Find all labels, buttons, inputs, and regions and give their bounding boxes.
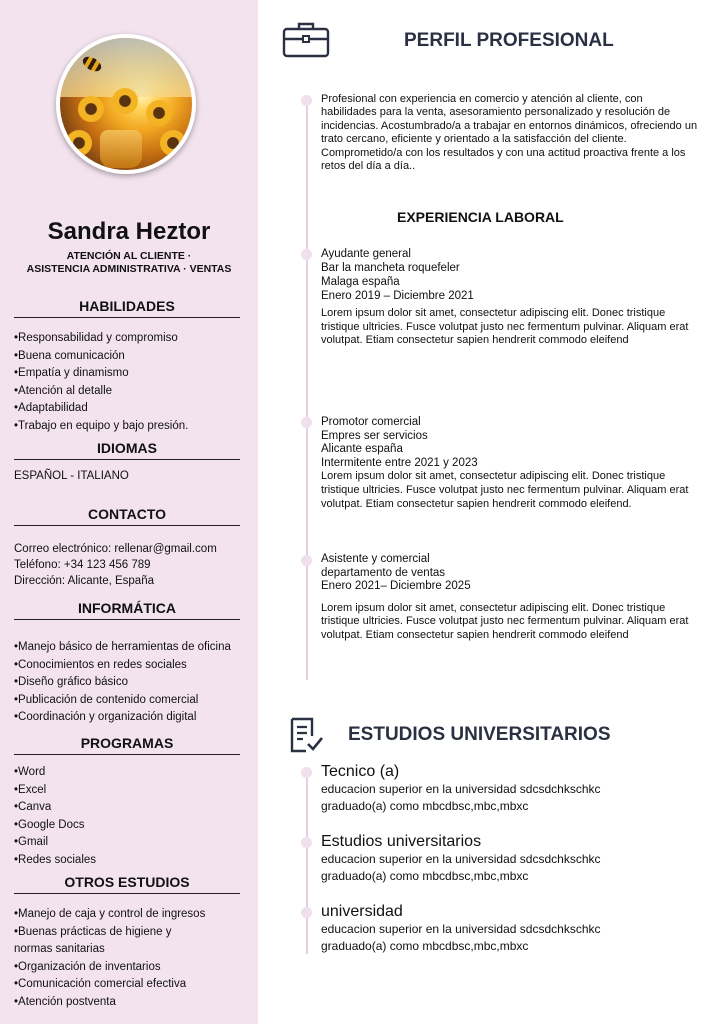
contact-phone: Teléfono: +34 123 456 789: [14, 559, 151, 571]
checklist-document-icon: [288, 716, 324, 754]
list-item: • Diseño gráfico básico: [14, 674, 254, 692]
list-item: • Gmail: [14, 834, 254, 852]
education-entry-line: graduado(a) como mbcdbsc,mbc,mbxc: [321, 799, 529, 813]
job-location: Alicante españa: [321, 443, 403, 456]
candidate-subtitle: ATENCIÓN AL CLIENTE · ASISTENCIA ADMINISTRATIVA · VENTAS: [26, 250, 232, 275]
job-role: Promotor comercial: [321, 416, 421, 428]
timeline-dot: [301, 767, 312, 778]
education-timeline: [306, 770, 308, 954]
job-role: Asistente y comercial: [321, 553, 430, 565]
programs-title: PROGRAMAS: [14, 735, 240, 755]
list-item: • Atención al detalle: [14, 383, 254, 401]
computing-title: INFORMÁTICA: [14, 600, 240, 620]
list-item: • Atención postventa: [14, 994, 254, 1012]
contact-block: [14, 541, 254, 589]
job-location: Malaga españa: [321, 276, 400, 288]
list-item: • Buenas prácticas de higiene y: [14, 924, 254, 942]
contact-email: Correo electrónico: rellenar@gmail.com: [14, 543, 217, 555]
briefcase-icon: [282, 20, 330, 58]
timeline-dot: [301, 417, 312, 428]
job-company: departamento de ventas: [321, 566, 446, 579]
job-description: Lorem ipsum dolor sit amet, consectetur adipiscing elit. Donec tristique tristique ultricies. Fusce volutpat justo nec fermentum pulvinar. Aliquam erat volutpat. Etiam consectetur sapien hendrerit commodo eleifend: [321, 307, 689, 347]
education-entry-line: educacion superior en la universidad sdcsdchkschkc: [321, 852, 601, 866]
job-company: Empres ser servicios: [321, 429, 428, 442]
job-dates: Enero 2019 – Diciembre 2021: [321, 290, 474, 302]
list-item: • Excel: [14, 782, 254, 800]
sidebar: [0, 0, 258, 1024]
education-title: ESTUDIOS UNIVERSITARIOS: [348, 724, 611, 745]
education-entry-line: graduado(a) como mbcdbsc,mbc,mbxc: [321, 869, 529, 883]
timeline-dot: [301, 907, 312, 918]
list-item: • Manejo básico de herramientas de oficina: [14, 639, 254, 657]
list-item: • Empatía y dinamismo: [14, 365, 254, 383]
education-entry: [321, 902, 701, 955]
timeline-dot: [301, 249, 312, 260]
job-entry: [321, 416, 701, 511]
education-entry-title: Tecnico (a): [321, 763, 400, 780]
list-item: • Adaptabilidad: [14, 400, 254, 418]
other-studies-list: [14, 906, 254, 1012]
list-item: • Manejo de caja y control de ingresos: [14, 906, 254, 924]
list-item: • Trabajo en equipo y bajo presión.: [14, 418, 254, 436]
job-description: Lorem ipsum dolor sit amet, consectetur adipiscing elit. Donec tristique tristique ultricies. Fusce volutpat justo nec fermentum pulvinar. Aliquam erat volutpat. Etiam consectetur sapien hendrerit commodo eleifend.: [321, 470, 689, 510]
education-entry-title: Estudios universitarios: [321, 833, 482, 850]
list-item: • Canva: [14, 799, 254, 817]
profile-section-title: PERFIL PROFESIONAL: [404, 30, 614, 51]
list-item: • Organización de inventarios: [14, 959, 254, 977]
profile-photo: [56, 34, 196, 174]
list-item: • Responsabilidad y compromiso: [14, 330, 254, 348]
list-item: • Google Docs: [14, 817, 254, 835]
experience-timeline: [306, 96, 308, 680]
list-item: • Publicación de contenido comercial: [14, 692, 254, 710]
experience-title: EXPERIENCIA LABORAL: [397, 209, 564, 225]
skills-list: [14, 330, 254, 436]
list-item: • Comunicación comercial efectiva: [14, 976, 254, 994]
job-entry: [321, 553, 701, 643]
list-item: • Conocimientos en redes sociales: [14, 657, 254, 675]
timeline-dot: [301, 95, 312, 106]
education-entry-line: graduado(a) como mbcdbsc,mbc,mbxc: [321, 939, 529, 953]
education-entry-title: universidad: [321, 903, 403, 920]
job-dates: Enero 2021– Diciembre 2025: [321, 580, 471, 593]
list-item: normas sanitarias: [14, 943, 105, 956]
other-studies-title: OTROS ESTUDIOS: [14, 874, 240, 894]
education-entry: [321, 832, 701, 885]
education-entry-line: educacion superior en la universidad sdcsdchkschkc: [321, 782, 601, 796]
list-item: • Word: [14, 764, 254, 782]
job-entry: [321, 247, 701, 348]
candidate-name: Sandra Heztor: [47, 218, 211, 245]
list-item: • Redes sociales: [14, 852, 254, 870]
education-entry: [321, 762, 701, 815]
timeline-dot: [301, 555, 312, 566]
languages-text: ESPAÑOL - ITALIANO: [14, 470, 129, 482]
job-description: Lorem ipsum dolor sit amet, consectetur adipiscing elit. Donec tristique tristique ultricies. Fusce volutpat justo nec fermentum pulvinar. Aliquam erat volutpat. Etiam consectetur sapien hendrerit commodo eleifend: [321, 601, 689, 641]
job-company: Bar la mancheta roquefeler: [321, 262, 460, 274]
timeline-dot: [301, 837, 312, 848]
list-item: • Buena comunicación: [14, 348, 254, 366]
contact-address: Dirección: Alicante, España: [14, 575, 154, 587]
education-entry-line: educacion superior en la universidad sdcsdchkschkc: [321, 922, 601, 936]
job-dates: Intermitente entre 2021 y 2023: [321, 456, 478, 469]
contact-title: CONTACTO: [14, 506, 240, 526]
job-role: Ayudante general: [321, 248, 411, 260]
skills-title: HABILIDADES: [14, 298, 240, 318]
computing-list: [14, 639, 254, 727]
list-item: • Coordinación y organización digital: [14, 709, 254, 727]
profile-summary: Profesional con experiencia en comercio y atención al cliente, con habilidades para la venta, asesoramiento personalizado y resolución de incidencias. Acostumbrado/a a trabajar en entornos dinámicos, ofreciendo un trato cercano, eficiente y orientado a la satisfacción del cliente. Comprometido/a con los resultados y con una actitud proactiva frente a los retos del día a día..: [321, 93, 698, 173]
programs-list: [14, 764, 254, 870]
languages-title: IDIOMAS: [14, 440, 240, 460]
